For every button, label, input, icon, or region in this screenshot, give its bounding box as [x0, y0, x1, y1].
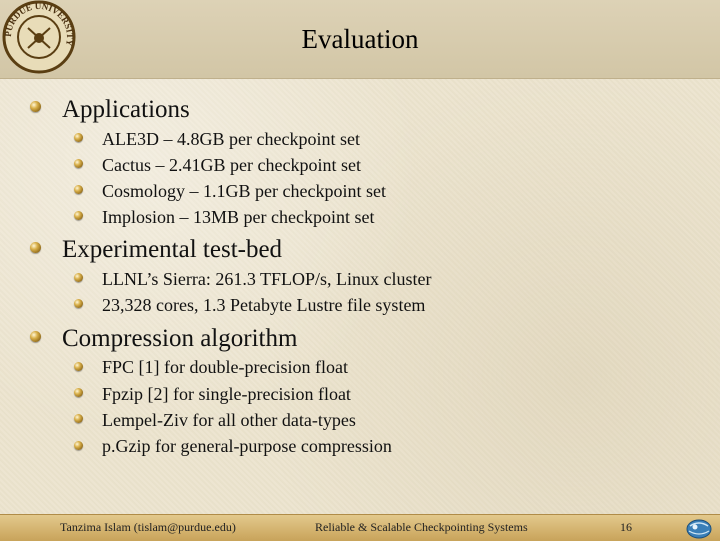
- bullet-icon: [74, 388, 83, 397]
- bullet-icon: [74, 273, 83, 282]
- list-item: Implosion – 13MB per checkpoint set: [102, 207, 375, 227]
- list-item: p.Gzip for general-purpose compression: [102, 436, 392, 456]
- list-item: FPC [1] for double-precision float: [102, 357, 348, 377]
- bullet-icon: [74, 185, 83, 194]
- list-item: Lempel-Ziv for all other data-types: [102, 410, 356, 430]
- bullet-icon: [74, 441, 83, 450]
- bullet-icon: [74, 362, 83, 371]
- bullet-icon: [30, 101, 41, 112]
- list-item: ALE3D – 4.8GB per checkpoint set: [102, 129, 360, 149]
- slide-title: Evaluation: [301, 24, 419, 54]
- bullet-icon: [30, 331, 41, 342]
- bullet-icon: [74, 159, 83, 168]
- bullet-icon: [74, 133, 83, 142]
- list-item: Fpzip [2] for single-precision float: [102, 384, 351, 404]
- footer-title: Reliable & Scalable Checkpointing Systems: [315, 520, 528, 534]
- section-heading: Experimental test-bed: [62, 236, 283, 263]
- bullet-icon: [74, 299, 83, 308]
- list-item: Cosmology – 1.1GB per checkpoint set: [102, 181, 386, 201]
- list-item: Cactus – 2.41GB per checkpoint set: [102, 155, 361, 175]
- bullet-icon: [30, 242, 41, 253]
- section-heading: Applications: [62, 96, 190, 123]
- globe-logo-icon: [684, 516, 714, 540]
- list-item: LLNL’s Sierra: 261.3 TFLOP/s, Linux cluster: [102, 269, 432, 289]
- page-number: 16: [620, 520, 632, 534]
- section-heading: Compression algorithm: [62, 325, 298, 352]
- bullet-icon: [74, 414, 83, 423]
- footer-bar: [0, 514, 720, 541]
- list-item: 23,328 cores, 1.3 Petabyte Lustre file system: [102, 295, 426, 315]
- seal-text: PURDUE UNIVERSITY: [2, 0, 76, 47]
- footer-author: Tanzima Islam (tislam@purdue.edu): [60, 520, 236, 534]
- bullet-icon: [74, 211, 83, 220]
